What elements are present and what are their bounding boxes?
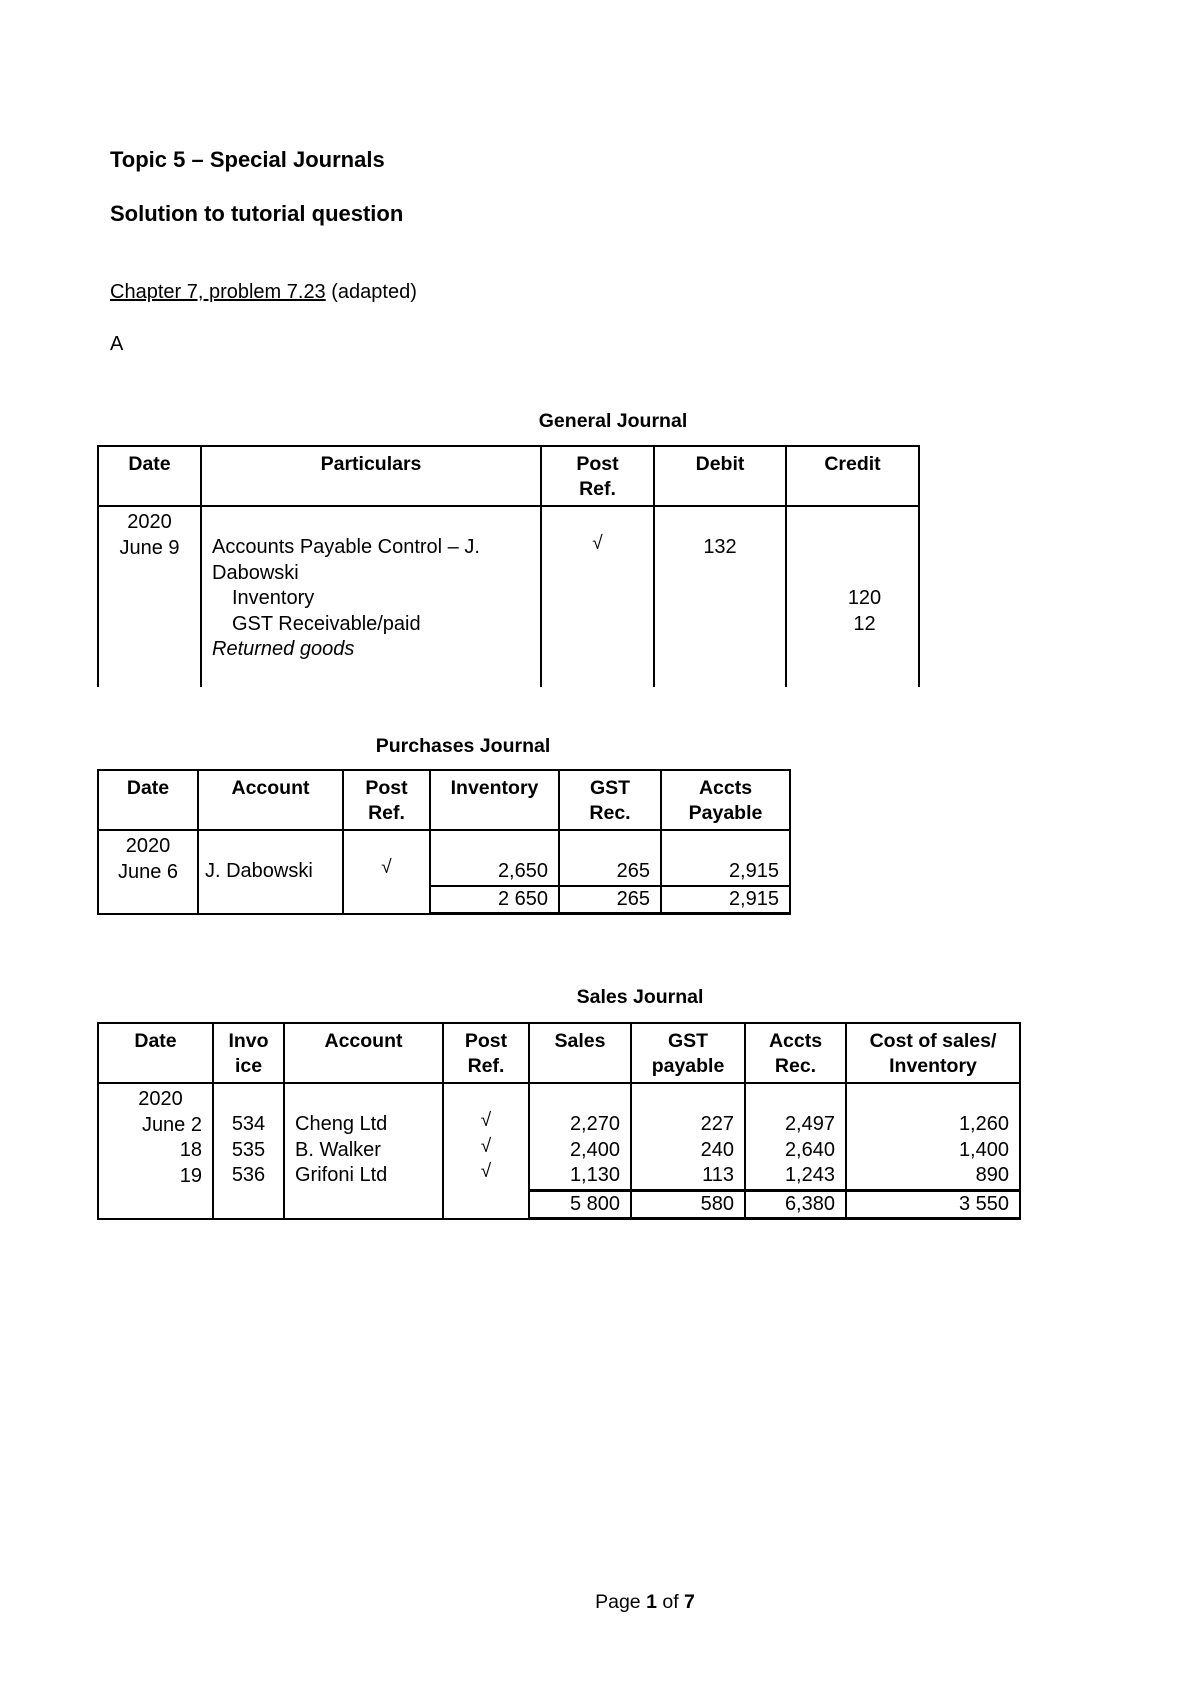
page-subtitle: Solution to tutorial question [110, 201, 404, 226]
gj-header-post-ref: Post Ref. [541, 446, 654, 506]
sj-header-invoice: Invo ice [213, 1023, 284, 1083]
check-mark-icon: √ [381, 857, 392, 878]
pj-total-blank [98, 886, 198, 914]
gj-line-gst: GST Receivable/paid [232, 612, 421, 635]
sj-total-blank [98, 1190, 213, 1219]
sj-account-1: B. Walker [295, 1138, 381, 1161]
sj-header-date: Date [98, 1023, 213, 1083]
sj-account-cell [284, 1083, 443, 1190]
gj-header-credit: Credit [786, 446, 919, 506]
sj-header-account: Account [284, 1023, 443, 1083]
table-row [98, 830, 790, 886]
sj-header-sales: Sales [529, 1023, 631, 1083]
sj-header-gst: GST payable [631, 1023, 745, 1083]
sales-journal-table [97, 1022, 1021, 1220]
pj-account: J. Dabowski [205, 860, 313, 882]
gj-date: June 9 [119, 536, 180, 559]
sales-journal-caption: Sales Journal [576, 986, 704, 1008]
pj-date-cell [98, 830, 198, 886]
table-row [98, 1083, 1020, 1190]
sj-invoice-0: 534 [231, 1113, 266, 1135]
page-number: 1 [646, 1591, 657, 1613]
sj-total-gst: 580 [631, 1190, 745, 1219]
sj-total-blank [213, 1190, 284, 1219]
gj-header-particulars: Particulars [201, 446, 541, 506]
sj-total-cost: 3 550 [846, 1190, 1020, 1219]
sj-gst-0: 227 [700, 1113, 734, 1135]
sj-total-sales: 5 800 [529, 1190, 631, 1219]
pj-header-post-ref: Post Ref. [343, 770, 430, 830]
pj-total-blank [198, 886, 343, 914]
sj-gst-cell [631, 1083, 745, 1190]
gj-header-debit: Debit [654, 446, 786, 506]
page-footer [0, 1591, 1200, 1614]
table-row [98, 1190, 1020, 1219]
gj-narration: Returned goods [212, 638, 355, 660]
sj-cost-cell [846, 1083, 1020, 1190]
sj-year: 2020 [138, 1088, 183, 1110]
gj-debit: 132 [703, 536, 737, 558]
sj-post-ref-cell [443, 1083, 529, 1190]
pj-header-account: Account [198, 770, 343, 830]
sj-cost-0: 1,260 [958, 1113, 1009, 1135]
sj-header-accts: Accts Rec. [745, 1023, 846, 1083]
pj-header-inventory: Inventory [430, 770, 559, 830]
sj-gst-2: 113 [702, 1164, 734, 1186]
chapter-reference [110, 281, 417, 304]
sj-sales-cell [529, 1083, 631, 1190]
sj-cost-1: 1,400 [958, 1138, 1009, 1161]
gj-line-inventory: Inventory [232, 587, 315, 609]
gj-post-ref-cell [541, 506, 654, 687]
purchases-journal-table [97, 769, 791, 915]
pj-gst-cell [559, 830, 661, 886]
pj-inventory-cell [430, 830, 559, 886]
sj-invoice-1: 535 [231, 1138, 266, 1161]
pj-accts: 2,915 [728, 860, 779, 882]
sj-accts-cell [745, 1083, 846, 1190]
pj-header-gst: GST Rec. [559, 770, 661, 830]
gj-credit-inventory: 120 [847, 587, 882, 609]
part-label: A [110, 333, 124, 355]
page-total: 7 [684, 1591, 695, 1613]
gj-credit-gst: 12 [853, 612, 876, 635]
sj-date-2: 19 [179, 1164, 202, 1187]
gj-year: 2020 [127, 511, 172, 533]
pj-account-cell [198, 830, 343, 886]
sj-sales-1: 2,400 [569, 1138, 620, 1161]
pj-post-ref-cell [343, 830, 430, 886]
sj-total-accts: 6,380 [745, 1190, 846, 1219]
pj-year: 2020 [125, 835, 171, 857]
pj-total-accts: 2,915 [661, 886, 790, 914]
sj-invoice-cell [213, 1083, 284, 1190]
gj-line-accounts-payable: Accounts Payable Control – J. [212, 536, 480, 558]
sj-date-1: 18 [179, 1139, 202, 1161]
sj-invoice-2: 536 [231, 1164, 266, 1186]
sj-cost-2: 890 [975, 1164, 1009, 1186]
general-journal-caption: General Journal [538, 410, 688, 432]
sj-total-blank [284, 1190, 443, 1219]
page-word: Page [595, 1591, 641, 1613]
pj-header-date: Date [98, 770, 198, 830]
pj-total-gst: 265 [559, 886, 661, 914]
gj-debit-cell [654, 506, 786, 687]
sj-account-0: Cheng Ltd [295, 1113, 388, 1135]
gj-date-cell [98, 506, 201, 687]
sj-header-cost: Cost of sales/ Inventory [846, 1023, 1020, 1083]
sj-total-blank [443, 1190, 529, 1219]
sj-account-2: Grifoni Ltd [295, 1164, 388, 1186]
check-mark-icon: √ [480, 1135, 492, 1157]
of-word: of [662, 1591, 679, 1613]
sj-accts-1: 2,640 [784, 1138, 835, 1161]
sj-accts-0: 2,497 [784, 1113, 835, 1135]
sj-date-cell [98, 1083, 213, 1190]
pj-inventory: 2,650 [497, 860, 548, 882]
sj-sales-0: 2,270 [569, 1113, 620, 1135]
general-journal-table [97, 445, 920, 687]
sj-accts-2: 1,243 [784, 1164, 835, 1186]
table-row [98, 886, 790, 914]
pj-gst: 265 [616, 860, 650, 882]
sj-sales-2: 1,130 [569, 1164, 620, 1186]
gj-particulars-cell [201, 506, 541, 687]
pj-date: June 6 [117, 860, 179, 883]
check-mark-icon: √ [592, 533, 603, 554]
pj-total-blank [343, 886, 430, 914]
gj-line-dabowski: Dabowski [212, 561, 299, 584]
check-mark-icon: √ [480, 1161, 492, 1182]
table-row [98, 506, 919, 687]
sj-date-0: June 2 [141, 1113, 202, 1136]
page-title: Topic 5 – Special Journals [110, 147, 385, 172]
pj-total-inventory: 2 650 [430, 886, 559, 914]
purchases-journal-caption: Purchases Journal [375, 735, 551, 757]
sj-gst-1: 240 [700, 1138, 734, 1161]
chapter-reference-link[interactable]: Chapter 7, problem 7.23 [110, 281, 326, 303]
gj-header-date: Date [98, 446, 201, 506]
pj-header-accts: Accts Payable [661, 770, 790, 830]
gj-credit-cell [786, 506, 919, 687]
check-mark-icon: √ [480, 1110, 492, 1131]
pj-accts-cell [661, 830, 790, 886]
chapter-reference-suffix: (adapted) [325, 281, 417, 303]
sj-header-post-ref: Post Ref. [443, 1023, 529, 1083]
